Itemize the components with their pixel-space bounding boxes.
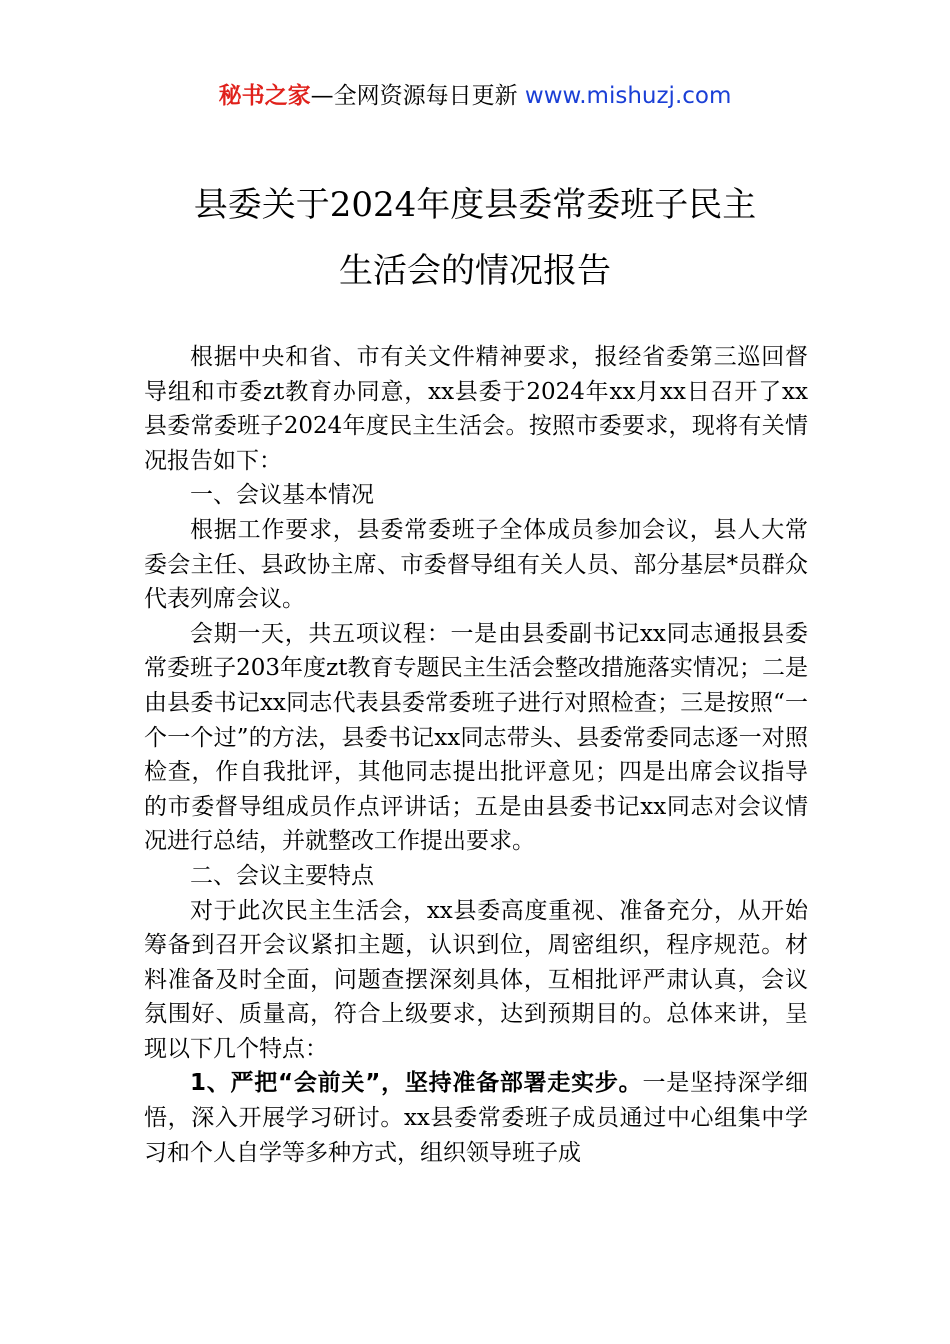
point-1-heading: 1、严把“会前关”，坚持准备部署走实步。 bbox=[190, 1070, 643, 1097]
point-1-text: 一是坚持深学细悟，深入开展学习研讨。xx县委常委班子成员通过中心组集中学习和个人自学等多种方式，组织领导班子成 bbox=[144, 1070, 808, 1166]
title-line-2: 生活会的情况报告 bbox=[339, 251, 611, 291]
site-brand: 秘书之家 bbox=[218, 83, 311, 109]
document-body bbox=[144, 340, 808, 1170]
title-line-1: 县委关于2024年度县委常委班子民主 bbox=[193, 185, 757, 225]
section-heading-2: 二、会议主要特点 bbox=[190, 862, 374, 889]
paragraph-attendance: 根据工作要求，县委常委班子全体成员参加会议，县人大常委会主任、县政协主席、市委督导组有关人员、部分基层*员群众代表列席会议。 bbox=[144, 516, 808, 613]
paragraph-features: 对于此次民主生活会，xx县委高度重视、准备充分，从开始筹备到召开会议紧扣主题，认识到位，周密组织，程序规范。材料准备及时全面，问题查摆深刻具体，互相批评严肃认真，会议氛围好、质量高，符合上级要求，达到预期目的。总体来讲，呈现以下几个特点： bbox=[144, 897, 808, 1062]
document-title bbox=[120, 172, 830, 304]
paragraph-point-1 bbox=[144, 1066, 808, 1170]
paragraph-agenda: 会期一天，共五项议程：一是由县委副书记xx同志通报县委常委班子203年度zt教育专题民主生活会整改措施落实情况；二是由县委书记xx同志代表县委常委班子进行对照检查；三是按照“一个一个过”的方法，县委书记xx同志带头、县委常委同志逐一对照检查，作自我批评，其他同志提出批评意见；四是出席会议指导的市委督导组成员作点评讲话；五是由县委书记xx同志对会议情况进行总结，并就整改工作提出要求。 bbox=[144, 620, 808, 855]
site-header bbox=[0, 80, 950, 112]
section-heading-1: 一、会议基本情况 bbox=[190, 482, 374, 509]
site-url-link[interactable]: www.mishuzj.com bbox=[524, 83, 732, 109]
site-tagline: —全网资源每日更新 bbox=[310, 83, 525, 109]
paragraph-intro: 根据中央和省、市有关文件精神要求，报经省委第三巡回督导组和市委zt教育办同意，xx县委于2024年xx月xx日召开了xx县委常委班子2024年度民主生活会。按照市委要求，现将有关情况报告如下： bbox=[144, 344, 808, 474]
